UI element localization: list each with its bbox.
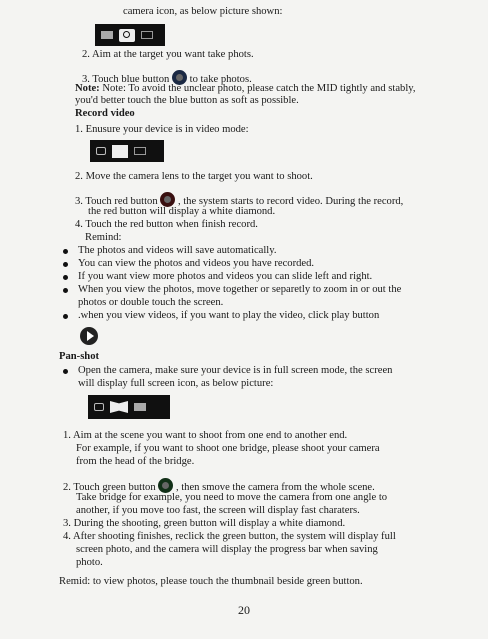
text-line: When you view the photos, move together or separetly to zoom in or out the xyxy=(78,284,402,295)
panorama-icon-selected xyxy=(110,401,128,413)
text-line: camera icon, as below picture shown: xyxy=(123,6,283,17)
text-line: If you want view more photos and videos you can slide left and right. xyxy=(78,271,373,282)
section-heading: Pan-shot xyxy=(59,351,100,362)
text-line: 1. Aim at the scene you want to shoot from one end to another end. xyxy=(63,430,348,441)
bullet xyxy=(63,288,68,293)
text-line: photo. xyxy=(76,557,103,568)
bullet xyxy=(63,314,68,319)
camera-mode-bar-panorama xyxy=(88,395,170,419)
text-line: Remind: xyxy=(85,232,122,243)
text-line: Take bridge for example, you need to move the camera from one angle to xyxy=(76,492,388,503)
bullet xyxy=(63,249,68,254)
text-line: 3. During the shooting, green button will display a white diamond. xyxy=(63,518,346,529)
record-red-button-icon xyxy=(160,192,175,207)
text-line: 1. Enusure your device is in video mode: xyxy=(75,124,249,135)
section-heading: Record video xyxy=(75,108,135,119)
text-line: Note: Note: To avoid the unclear photo, please catch the MID tightly and stably, xyxy=(75,83,416,94)
video-icon xyxy=(134,403,146,411)
bullet xyxy=(63,275,68,280)
text-line: You can view the photos and videos you have recorded. xyxy=(78,258,315,269)
bullet xyxy=(63,369,68,374)
photo-icon-selected xyxy=(119,29,135,42)
text-line: 2. Move the camera lens to the target you want to shoot. xyxy=(75,171,313,182)
photo-icon xyxy=(94,403,104,411)
text-line: another, if you move too fast, the screen will display fast charaters. xyxy=(76,505,360,516)
bullet xyxy=(63,262,68,267)
text-line: will display full screen icon, as below picture: xyxy=(78,378,274,389)
text-line: 2. Aim at the target you want take phots. xyxy=(82,49,254,60)
text-line: Open the camera, make sure your device is in full screen mode, the screen xyxy=(78,365,393,376)
play-button-icon xyxy=(80,327,98,345)
text-line: .when you view videos, if you want to play the video, click play button xyxy=(78,310,380,321)
text-line: 3. Touch red button , the system starts to record video. During the record, xyxy=(75,192,403,209)
panorama-icon xyxy=(141,31,153,39)
text-line: Remid: to view photos, please touch the thumbnail beside green button. xyxy=(59,576,363,587)
text-line: photos or double touch the screen. xyxy=(78,297,224,308)
text-line: 2. Touch green button , then smove the camera from the whole scene. xyxy=(63,478,375,495)
photo-icon xyxy=(96,147,106,155)
camera-mode-bar-video xyxy=(90,140,164,162)
text-line: The photos and videos will save automatically. xyxy=(78,245,277,256)
text-line: 3. Touch blue button to take photos. xyxy=(82,70,252,87)
pan-green-button-icon xyxy=(158,478,173,493)
camera-mode-bar-photo xyxy=(95,24,165,46)
text-line: the red button will display a white diamond. xyxy=(88,206,276,217)
page-number: 20 xyxy=(238,603,250,617)
video-icon-selected xyxy=(112,145,128,158)
text-line: from the head of the bridge. xyxy=(76,456,195,467)
text-line: screen photo, and the camera will display the progress bar when saving xyxy=(76,544,378,555)
text-line: you'd better touch the blue button as soft as possible. xyxy=(75,95,299,106)
panorama-icon xyxy=(134,147,146,155)
text-line: 4. After shooting finishes, reclick the green button, the system will display full xyxy=(63,531,396,542)
video-icon xyxy=(101,31,113,39)
text-line: For example, if you want to shoot one bridge, please shoot your camera xyxy=(76,443,380,454)
text-line: 4. Touch the red button when finish record. xyxy=(75,219,258,230)
